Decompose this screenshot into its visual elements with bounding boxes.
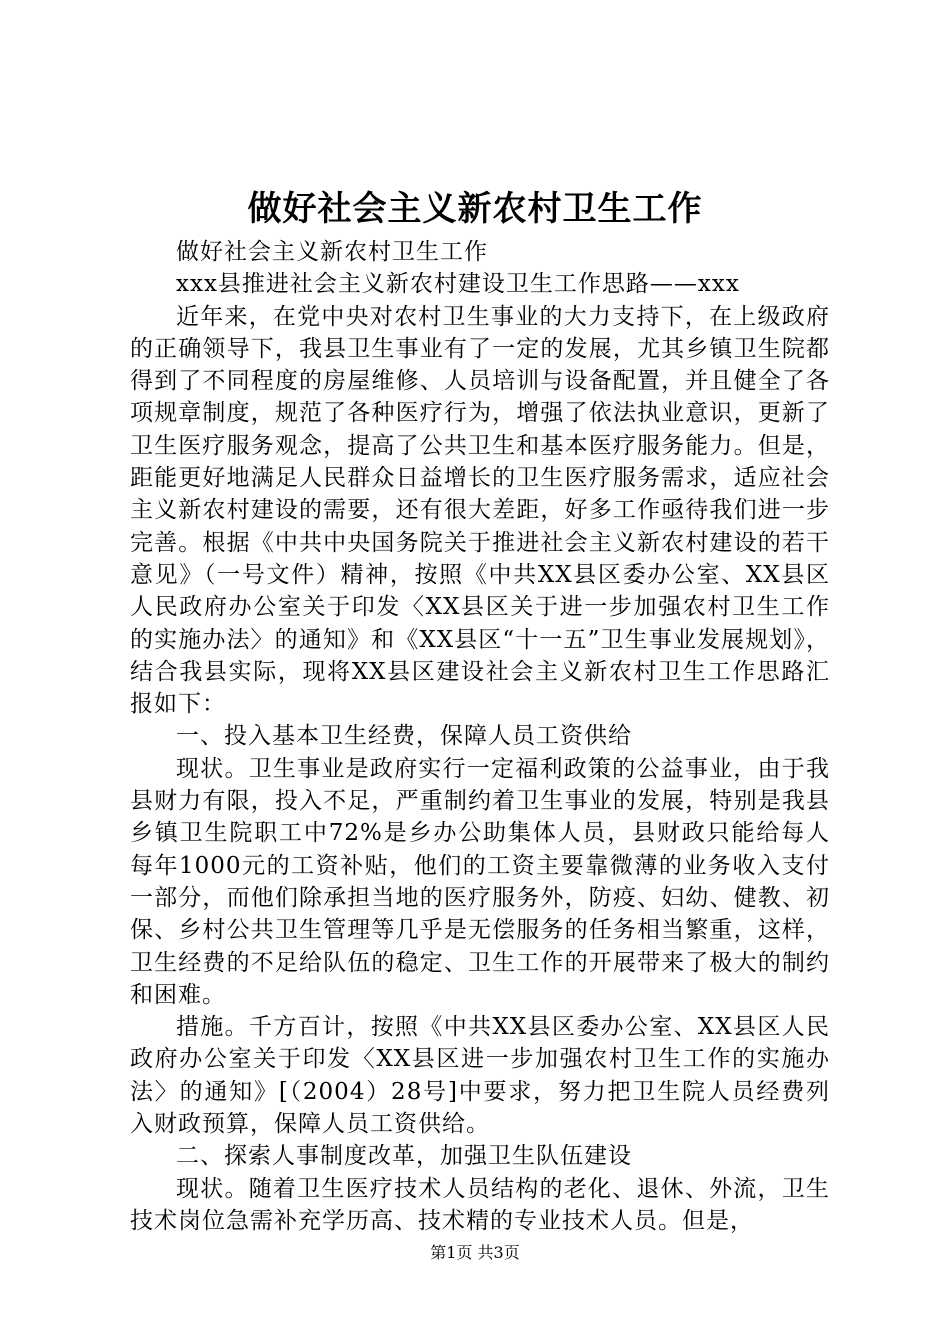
section-heading-2: 二、探索人事制度改革，加强卫生队伍建设	[176, 1143, 632, 1170]
paragraph-status-2: 现状。随着卫生医疗技术人员结构的老化、退休、外流，卫生技术岗位急需补充学历高、技术精的专业技术人员。但是，	[130, 1175, 830, 1234]
paragraph-byline: xxx县推进社会主义新农村建设卫生工作思路——xxx	[176, 271, 740, 298]
section-heading-1: 一、投入基本卫生经费，保障人员工资供给	[176, 723, 632, 750]
paragraph-intro: 近年来，在党中央对农村卫生事业的大力支持下，在上级政府的正确领导下，我县卫生事业有了一定的发展，尤其乡镇卫生院都得到了不同程度的房屋维修、人员培训与设备配置，并且健全了各项规章制度，规范了各种医疗行为，增强了依法执业意识，更新了卫生医疗服务观念，提高了公共卫生和基本医疗服务能力。但是，距能更好地满足人民群众日益增长的卫生医疗服务需求，适应社会主义新农村建设的需要，还有很大差距，好多工作亟待我们进一步完善。根据《中共中央国务院关于推进社会主义新农村建设的若干意见》（一号文件）精神，按照《中共XX县区委办公室、XX县区人民政府办公室关于印发〈XX县区关于进一步加强农村卫生工作的实施办法〉的通知》和《XX县区“十一五”卫生事业发展规划》，结合我县实际，现将XX县区建设社会主义新农村卫生工作思路汇报如下：	[130, 303, 830, 718]
paragraph-measures-1: 措施。千方百计，按照《中共XX县区委办公室、XX县区人民政府办公室关于印发〈XX县区进一步加强农村卫生工作的实施办法〉的通知》[（2004）28号]中要求，努力把卫生院人员经费列入财政预算，保障人员工资供给。	[130, 1014, 830, 1138]
document-body	[130, 236, 830, 1237]
document-title: 做好社会主义新农村卫生工作	[247, 189, 703, 229]
page-footer: 第1页 共3页	[430, 1243, 520, 1262]
paragraph-subtitle: 做好社会主义新农村卫生工作	[176, 239, 488, 265]
paragraph-status-1: 现状。卫生事业是政府实行一定福利政策的公益事业，由于我县财力有限，投入不足，严重制约着卫生事业的发展，特别是我县乡镇卫生院职工中72%是乡办公助集体人员，县财政只能给每人每年1000元的工资补贴，他们的工资主要靠微薄的业务收入支付一部分，而他们除承担当地的医疗服务外，防疫、妇幼、健教、初保、乡村公共卫生管理等几乎是无偿服务的任务相当繁重，这样，卫生经费的不足给队伍的稳定、卫生工作的开展带来了极大的制约和困难。	[130, 755, 830, 1008]
